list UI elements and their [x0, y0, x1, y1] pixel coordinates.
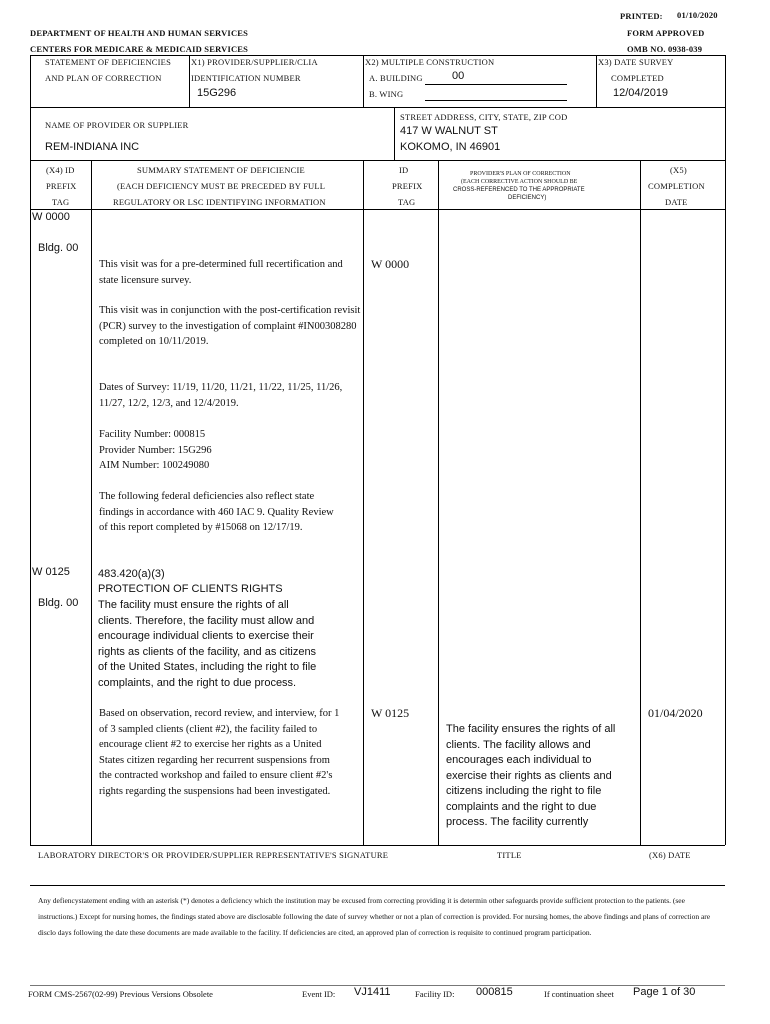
- bldg-00: Bldg. 00: [38, 242, 79, 254]
- conjunction-paragraph: This visit was in conjunction with the post-certification revisit (PCR) survey to the investigation of complaint #IN00308280 completed on 10/11/2019.: [99, 305, 361, 347]
- plan-subheader: (EACH CORRECTIVE ACTION SHOULD BE: [461, 179, 578, 185]
- x4-tag-header: TAG: [52, 197, 70, 207]
- survey-dates-paragraph: Dates of Survey: 11/19, 11/20, 11/21, 11/22, 11/25, 11/26, 11/27, 12/2, 12/3, and 12/4/2019.: [99, 382, 343, 409]
- form-approved: FORM APPROVED: [627, 28, 705, 38]
- completion-header: COMPLETION: [648, 181, 705, 191]
- provider-name-value: REM-INDIANA INC: [45, 141, 140, 153]
- survey-date-value: 12/04/2019: [613, 87, 669, 99]
- tag-w0000: W 0000: [32, 211, 70, 223]
- plan-header: PROVIDER'S PLAN OF CORRECTION: [470, 171, 571, 177]
- wing-underline: [425, 100, 567, 101]
- signature-bottom-line: [30, 885, 725, 886]
- divider-address: [394, 107, 395, 160]
- column-header-line: [30, 209, 725, 210]
- provider-number: Provider Number: 15G296: [99, 445, 212, 456]
- divider-x2: [363, 55, 364, 107]
- box-top-line: [30, 55, 725, 56]
- left-border: [30, 55, 31, 845]
- id-tag-header: TAG: [398, 197, 416, 207]
- regulation-citation: 483.420(a)(3): [98, 568, 165, 580]
- summary-regulatory: REGULATORY OR LSC IDENTIFYING INFORMATION: [113, 197, 326, 207]
- regulation-text: The facility must ensure the rights of all clients. Therefore, the facility must allow and encourage individual clients to exercise their rights as clients of the facility, and as citizens of the United States, including the right to file complaints, and the right to due process.: [98, 599, 317, 689]
- completion-date: 01/04/2020: [648, 706, 703, 720]
- col-divider-1: [91, 160, 92, 845]
- signature-top-line: [30, 845, 725, 846]
- id-tag-w0125: W 0125: [371, 706, 410, 720]
- street-address-label: STREET ADDRESS, CITY, STATE, ZIP COD: [400, 112, 568, 122]
- page-number: Page 1 of 30: [633, 986, 696, 998]
- regulation-title: PROTECTION OF CLIENTS RIGHTS: [98, 583, 283, 595]
- plan-label: AND PLAN OF CORRECTION: [45, 73, 162, 83]
- title-label: TITLE: [497, 850, 522, 860]
- tag-w0125: W 0125: [32, 566, 70, 578]
- plan-deficiency: DEFICIENCY): [508, 195, 547, 201]
- col-divider-4: [640, 160, 641, 845]
- x4-prefix-header: PREFIX: [46, 181, 77, 191]
- divider-x3: [596, 55, 597, 107]
- street-line-2: KOKOMO, IN 46901: [400, 141, 501, 153]
- x4-id-header: (X4) ID: [46, 165, 75, 175]
- x6-date-label: (X6) DATE: [649, 850, 691, 860]
- building-underline: [425, 84, 567, 85]
- building-label: A. BUILDING: [369, 73, 423, 83]
- printed-date: 01/10/2020: [677, 10, 718, 20]
- department-title: DEPARTMENT OF HEALTH AND HUMAN SERVICES: [30, 28, 249, 38]
- x3-label: X3) DATE SURVEY: [598, 57, 674, 67]
- box-mid-line: [30, 107, 725, 108]
- date-header: DATE: [665, 197, 688, 207]
- box-bottom-line: [30, 160, 725, 161]
- x1-label: X1) PROVIDER/SUPPLIER/CLIA: [191, 57, 318, 67]
- centers-title: CENTERS FOR MEDICARE & MEDICAID SERVICES: [30, 44, 249, 54]
- wing-label: B. WING: [369, 89, 404, 99]
- right-border: [725, 55, 726, 845]
- col-divider-2: [363, 160, 364, 845]
- printed-label: PRINTED:: [620, 11, 663, 21]
- identification-label: IDENTIFICATION NUMBER: [191, 73, 301, 83]
- provider-id-value: 15G296: [197, 87, 237, 99]
- facility-number: Facility Number: 000815: [99, 429, 206, 440]
- x2-label: X2) MULTIPLE CONSTRUCTION: [365, 57, 495, 67]
- disclaimer-text: Any defiencystatement ending with an asterisk (*) denotes a deficiency which the institution may be excused from correcting providing it is determin other safeguards provide sufficient protection to the patients. (see instructions.) Except for nursing homes, the findings stated above are disclosable following the date of survey whether or not a plan of correction is provided. For nursing homes, the above findings and plans of correction are disclo days following the date these documents are made available to the facility. If deficiencies are cited, an approved plan of correction is requisite to continued program participation.: [38, 896, 711, 937]
- x5-header: (X5): [670, 165, 687, 175]
- id-prefix-header: PREFIX: [392, 181, 423, 191]
- bldg-00-second: Bldg. 00: [38, 597, 79, 609]
- divider-x1: [189, 55, 190, 107]
- form-number: FORM CMS-2567(02-99) Previous Versions Obsolete: [28, 989, 213, 999]
- col-divider-3: [438, 160, 439, 845]
- id-header: ID: [399, 165, 409, 175]
- federal-deficiencies-paragraph: The following federal deficiencies also reflect state findings in accordance with 460 IAC 9. Quality Review of this report completed by #15068 on 12/17/19.: [99, 491, 334, 533]
- omb-number: OMB NO. 0938-039: [627, 44, 703, 54]
- event-id-value: VJ1411: [354, 986, 391, 998]
- director-signature-label: LABORATORY DIRECTOR'S OR PROVIDER/SUPPLIER REPRESENTATIVE'S SIGNATURE: [38, 850, 389, 860]
- statement-label: STATEMENT OF DEFICIENCIES: [45, 57, 172, 67]
- plan-crossref: CROSS-REFERENCED TO THE APPROPRIATE: [453, 187, 585, 193]
- facility-id-value: 000815: [476, 986, 513, 998]
- summary-subheader: (EACH DEFICIENCY MUST BE PRECEDED BY FULL: [117, 181, 326, 191]
- plan-of-correction-text: The facility ensures the rights of all clients. The facility allows and encourages each individual to exercise their rights as clients and citizens including the right to file complaints and the right to due process. The facility currently: [446, 723, 616, 828]
- building-value: 00: [452, 70, 465, 82]
- facility-id-label: Facility ID:: [415, 989, 455, 999]
- aim-number: AIM Number: 100249080: [99, 460, 210, 471]
- summary-header: SUMMARY STATEMENT OF DEFICIENCIE: [137, 165, 305, 175]
- completed-label: COMPLETED: [611, 73, 664, 83]
- street-line-1: 417 W WALNUT ST: [400, 125, 498, 137]
- event-id-label: Event ID:: [302, 989, 336, 999]
- continuation-label: If continuation sheet: [544, 989, 614, 999]
- provider-name-label: NAME OF PROVIDER OR SUPPLIER: [45, 120, 189, 130]
- id-tag-w0000: W 0000: [371, 257, 410, 271]
- visit-paragraph: This visit was for a pre-determined full recertification and state licensure survey.: [99, 259, 343, 286]
- findings-paragraph: Based on observation, record review, and interview, for 1 of 3 sampled clients (client #2), the facility failed to encourage client #2 to exercise her rights as a United States citizen regarding her recurrent suspensions from the contracted workshop and failed to ensure client #2's rights regarding the suspensions had been investigated.: [99, 708, 340, 797]
